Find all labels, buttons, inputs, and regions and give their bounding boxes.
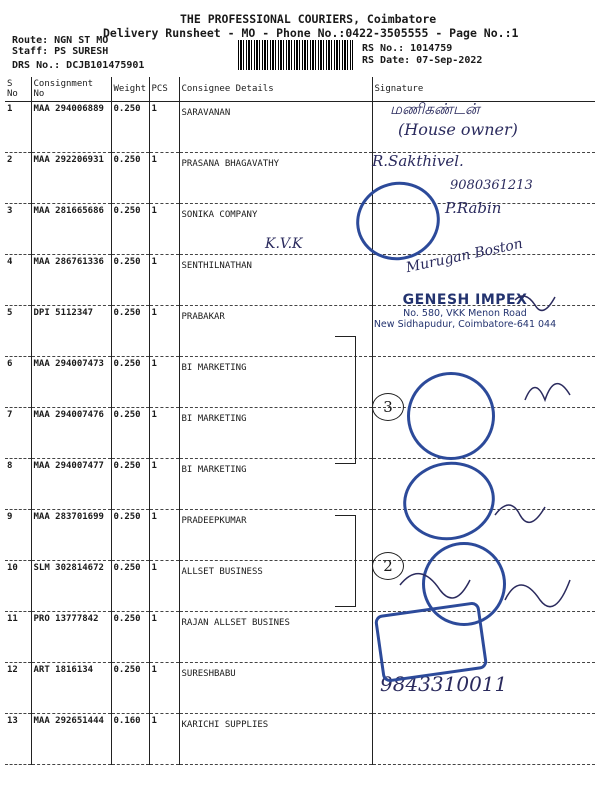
stamp-company-name: GENESH IMPEX: [402, 292, 528, 308]
row-sno: 8: [5, 459, 31, 510]
row-sno: 4: [5, 255, 31, 306]
row-sno: 11: [5, 612, 31, 663]
handwritten-note-row1: (House owner): [398, 120, 518, 139]
barcode: [238, 40, 353, 70]
row-pcs: 1: [149, 153, 179, 204]
row-sno: 7: [5, 408, 31, 459]
handwritten-phone-row2: 9080361213: [450, 178, 533, 193]
handwritten-signature-row4: Murugan Boston: [404, 235, 525, 277]
stamp-address-line2: New Sidhapudur, Coimbatore-641 044: [373, 319, 557, 330]
row-weight: 0.250: [111, 663, 149, 714]
handwritten-phone-row13: 9843310011: [380, 672, 508, 696]
row-pcs: 1: [149, 561, 179, 612]
row-pcs: 1: [149, 510, 179, 561]
circled-number-3: 3: [372, 393, 404, 421]
handwritten-name-row3: P.Rabin: [445, 199, 502, 217]
row-consignment: PRO 13777842: [31, 612, 111, 663]
row-consignment: MAA 286761336: [31, 255, 111, 306]
row-weight: 0.250: [111, 102, 149, 153]
row-sno: 9: [5, 510, 31, 561]
row-consignment: SLM 302814672: [31, 561, 111, 612]
row-weight: 0.250: [111, 561, 149, 612]
staff-label: Staff: PS SURESH: [12, 46, 109, 57]
row-weight: 0.250: [111, 357, 149, 408]
row-sno: 5: [5, 306, 31, 357]
row-consignee: SONIKA COMPANY: [179, 204, 372, 255]
row-weight: 0.160: [111, 714, 149, 765]
col-consignment: Consignment No: [31, 77, 111, 102]
row-sno: 10: [5, 561, 31, 612]
row-pcs: 1: [149, 255, 179, 306]
row-pcs: 1: [149, 204, 179, 255]
row-consignee: SURESHBABU: [179, 663, 372, 714]
row-consignee: PRASANA BHAGAVATHY: [179, 153, 372, 204]
row-consignee: BI MARKETING: [179, 357, 372, 408]
row-consignment: MAA 294006889: [31, 102, 111, 153]
col-consignee: Consignee Details: [179, 77, 372, 102]
row-consignee: SARAVANAN: [179, 102, 372, 153]
col-weight: Weight: [111, 77, 149, 102]
row-consignment: ART 1816134: [31, 663, 111, 714]
row-sno: 13: [5, 714, 31, 765]
bracket-group-1: [335, 336, 356, 464]
row-consignment: MAA 292206931: [31, 153, 111, 204]
row-consignment: MAA 294007477: [31, 459, 111, 510]
route-label: Route: NGN ST MO: [12, 35, 109, 46]
col-pcs: PCS: [149, 77, 179, 102]
row-consignee: BI MARKETING: [179, 459, 372, 510]
row-consignment: MAA 283701699: [31, 510, 111, 561]
row-consignee: RAJAN ALLSET BUSINES: [179, 612, 372, 663]
row-consignee: BI MARKETING: [179, 408, 372, 459]
row-pcs: 1: [149, 357, 179, 408]
signature-scribble: [495, 505, 545, 522]
row-pcs: 1: [149, 714, 179, 765]
signature-scribble: [515, 296, 555, 310]
row-pcs: 1: [149, 663, 179, 714]
handwritten-annotation-row4: K.V.K: [265, 236, 303, 252]
row-signature: [372, 714, 595, 765]
row-weight: 0.250: [111, 153, 149, 204]
row-pcs: 1: [149, 408, 179, 459]
row-pcs: 1: [149, 306, 179, 357]
row-sno: 1: [5, 102, 31, 153]
row-weight: 0.250: [111, 612, 149, 663]
row-consignee: SENTHILNATHAN: [179, 255, 372, 306]
row-consignee: ALLSET BUSINESS: [179, 561, 372, 612]
row-pcs: 1: [149, 102, 179, 153]
table-row: [5, 714, 595, 765]
row-consignee: PRABAKAR: [179, 306, 372, 357]
handwritten-name-row1: மணிகண்டன்: [390, 100, 480, 118]
row-pcs: 1: [149, 459, 179, 510]
row-sno: 12: [5, 663, 31, 714]
row-consignment: MAA 294007473: [31, 357, 111, 408]
signature-scribble: [400, 574, 470, 598]
rs-number: RS No.: 1014759: [362, 43, 453, 54]
row-weight: 0.250: [111, 306, 149, 357]
runsheet-subtitle: Delivery Runsheet - MO - Phone No.:0422-3505555 - Page No.:1: [103, 26, 519, 40]
row-weight: 0.250: [111, 255, 149, 306]
row-consignment: DPI 5112347: [31, 306, 111, 357]
row-consignee: PRADEEPKUMAR: [179, 510, 372, 561]
row-weight: 0.250: [111, 408, 149, 459]
row-weight: 0.250: [111, 459, 149, 510]
rs-date: RS Date: 07-Sep-2022: [362, 55, 483, 66]
signature-scribble: [525, 384, 570, 400]
row-weight: 0.250: [111, 510, 149, 561]
runsheet-title: THE PROFESSIONAL COURIERS, Coimbatore: [180, 12, 437, 26]
row-consignment: MAA 294007476: [31, 408, 111, 459]
col-signature: Signature: [372, 77, 595, 102]
stamp-address-line1: No. 580, VKK Menon Road: [403, 308, 527, 319]
row-sno: 2: [5, 153, 31, 204]
signature-scribbles: [360, 90, 590, 710]
circled-number-2: 2: [372, 552, 404, 580]
bracket-group-2: [335, 515, 356, 607]
row-consignee: KARICHI SUPPLIES: [179, 714, 372, 765]
row-weight: 0.250: [111, 204, 149, 255]
row-pcs: 1: [149, 612, 179, 663]
col-sno: S No: [5, 77, 31, 102]
signature-scribble: [505, 580, 570, 607]
row-sno: 3: [5, 204, 31, 255]
row-consignment: MAA 281665686: [31, 204, 111, 255]
row-consignment: MAA 292651444: [31, 714, 111, 765]
handwritten-name-row2: R.Sakthivel.: [372, 152, 464, 170]
row-sno: 6: [5, 357, 31, 408]
drs-number: DRS No.: DCJB101475901: [12, 60, 145, 71]
